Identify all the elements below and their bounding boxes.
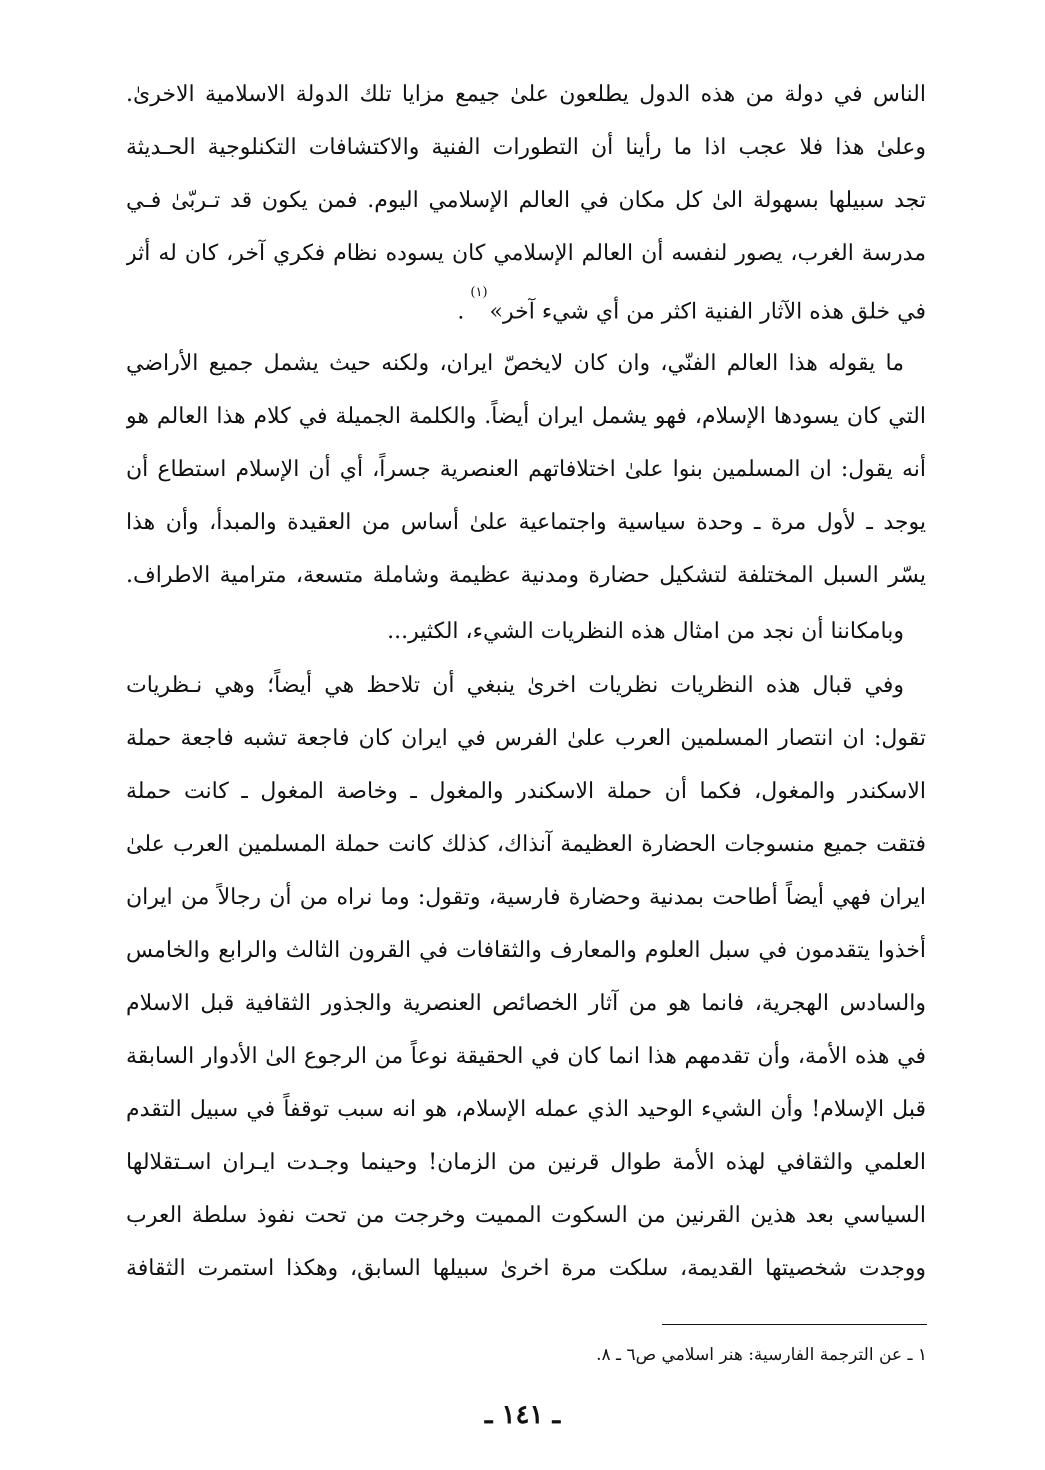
paragraph-3 [126,605,926,658]
text-line: تقول: ان انتصار المسلمين العرب علىٰ الفرس في ايران كان فاجعة تشبه فاجعة حملة [126,726,926,751]
text-line: والسادس الهجرية، فانما هو من آثار الخصائص العنصرية والجذور الثقافية قبل الاسلام [126,991,926,1016]
text-line: ايران فهي أيضاً أطاحت بمدنية وحضارة فارسية، وتقول: وما نراه من أن رجالاً من ايران [126,885,926,910]
text-line: أنه يقول: ان المسلمين بنوا علىٰ اختلافاتهم العنصرية جسراً، أي أن الإسلام استطاع أن [126,457,926,482]
text-line: السياسي بعد هذين القرنين من السكوت المميت وخرجت من تحت نفوذ سلطة العرب [126,1203,926,1228]
footnote-reference[interactable]: (١) [470,285,488,300]
page-number: ـ ١٤١ ـ [484,1400,561,1430]
text-line: ووجدت شخصيتها القديمة، سلكت مرة اخرىٰ سبيلها السابق، وهكذا استمرت الثقافة [126,1256,926,1281]
text-line: الناس في دولة من هذه الدول يطلعون علىٰ جيمع مزايا تلك الدولة الاسلامية الاخرىٰ. [126,82,926,107]
text-line: تجد سبيلها بسهولة الىٰ كل مكان في العالم الإسلامي اليوم. فمن يكون قد تـربّىٰ فـي [126,188,926,213]
text-line: فتقت جميع منسوجات الحضارة العظيمة آنذاك، كذلك كانت حملة المسلمين العرب علىٰ [126,832,926,857]
sentence-end: . [457,299,465,325]
text-line: التي كان يسودها الإسلام، فهو يشمل ايران أيضاً. والكلمة الجميلة في كلام هذا العالم هو [126,404,926,429]
footnote-separator [662,1324,927,1325]
text-line: ما يقوله هذا العالم الفنّي، وان كان لايخصّ ايران، ولكنه حيث يشمل جميع الأراضي [126,351,904,376]
text-line: أخذوا يتقدمون في سبل العلوم والمعارف والثقافات في القرون الثالث والرابع والخامس [126,938,926,963]
text-line: وفي قبال هذه النظريات نظريات اخرىٰ ينبغي أن تلاحظ هي أيضاً؛ وهي نـظريات [126,673,904,698]
text-line: في خلق هذه الآثار الفنية اكثر من أي شيء آخر» [489,299,926,325]
text-line: يوجد ـ لأول مرة ـ وحدة سياسية واجتماعية علىٰ أساس من العقيدة والمبدأ، وأن هذا [126,510,926,535]
text-line: وبامكاننا أن نجد من امثال هذه النظريات الشيء، الكثير... [387,619,904,644]
text-line: قبل الإسلام! وأن الشيء الوحيد الذي عمله الإسلام، هو انه سبب توقفاً في سبيل التقدم [126,1097,926,1122]
text-line: الاسكندر والمغول، فكما أن حملة الاسكندر والمغول ـ وخاصة المغول ـ كانت حملة [126,779,926,804]
paragraph-1 [126,68,926,333]
text-line-with-footnote [126,280,926,333]
text-line: يسّر السبل المختلفة لتشكيل حضارة ومدنية عظيمة وشاملة متسعة، مترامية الاطراف. [126,563,926,588]
paragraph-4 [126,659,926,1295]
text-line: العلمي والثقافي لهذه الأمة طوال قرنين من الزمان! وحينما وجـدت ايـران اسـتقلالها [126,1150,926,1175]
text-line: وعلىٰ هذا فلا عجب اذا ما رأينا أن التطورات الفنية والاكتشافات التكنلوجية الحـديثة [126,135,926,160]
text-line: مدرسة الغرب، يصور لنفسه أن العالم الإسلامي كان يسوده نظام فكري آخر، كان له أثر [126,241,926,266]
paragraph-2 [126,337,926,602]
text-line: في هذه الأمة، وأن تقدمهم هذا انما كان في الحقيقة نوعاً من الرجوع الىٰ الأدوار السابقة [126,1044,926,1069]
footnote: ١ ـ عن الترجمة الفارسية: هنر اسلامي ص٦ ـ ٨. [596,1345,927,1365]
